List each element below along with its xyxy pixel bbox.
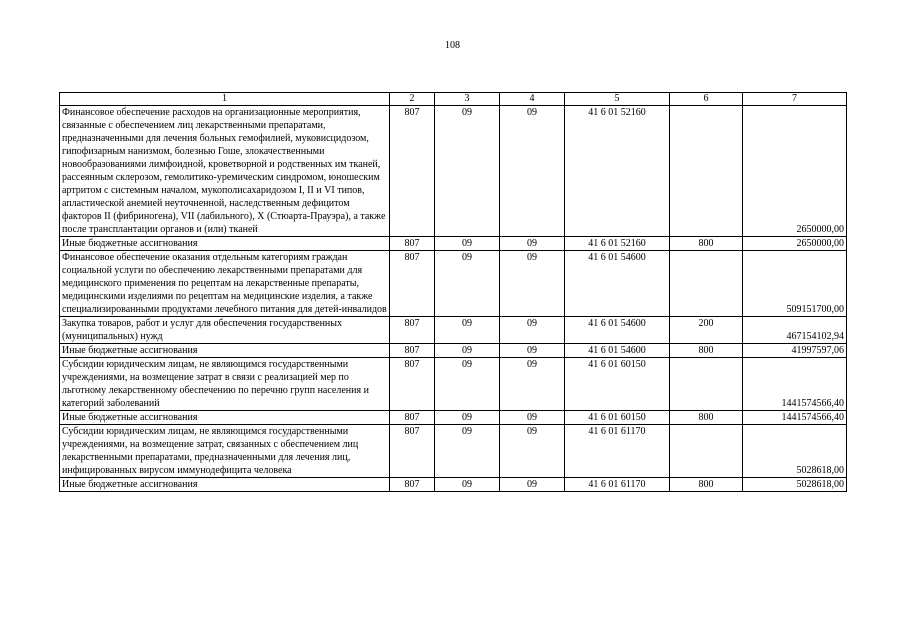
amount-cell: 41997597,06 — [743, 344, 847, 358]
expense-name-cell: Иные бюджетные ассигнования — [60, 344, 390, 358]
target-article-cell: 41 6 01 60150 — [565, 358, 670, 411]
target-article-cell: 41 6 01 52160 — [565, 106, 670, 237]
column-header: 6 — [670, 93, 743, 106]
subsection-code-cell: 09 — [500, 344, 565, 358]
column-header: 2 — [390, 93, 435, 106]
section-code-cell: 09 — [435, 344, 500, 358]
column-header-row — [60, 93, 847, 106]
section-code-cell: 09 — [435, 237, 500, 251]
expense-name-cell: Субсидии юридическим лицам, не являющимся государственными учреждениями, на возмещение затрат, связанных с обеспечением лиц лекарственными препаратами, предназначенными для лечения лиц, инфицированных вирусом иммунодефицита человека — [60, 425, 390, 478]
target-article-cell: 41 6 01 61170 — [565, 478, 670, 492]
expense-name-cell: Субсидии юридическим лицам, не являющимся государственными учреждениями, на возмещение затрат в связи с реализацией мер по льготному лекарственному обеспечению по перечню групп населения и категорий заболеваний — [60, 358, 390, 411]
section-code-cell: 09 — [435, 411, 500, 425]
table-row — [60, 344, 847, 358]
target-article-cell: 41 6 01 60150 — [565, 411, 670, 425]
subsection-code-cell: 09 — [500, 317, 565, 344]
grbs-code-cell: 807 — [390, 425, 435, 478]
expense-name-cell: Финансовое обеспечение расходов на организационные мероприятия, связанные с обеспечением лиц лекарственными препаратами, предназначенными для лечения больных гемофилией, муковисцидозом, гипофизарным нанизмом, болезнью Гоше, злокачественными новообразованиями лимфоидной, кроветворной и родственных им тканей, рассеянным склерозом, гемолитико-уремическим синдромом, юношеским артритом с системным началом, мукополисахаридозом I, II и VI типов, апластической анемией неуточненной, наследственным дефицитом факторов II (фибриногена), VII (лабильного), X (Стюарта-Прауэра), а также после трансплантации органов и (или) тканей — [60, 106, 390, 237]
section-code-cell: 09 — [435, 317, 500, 344]
page-number: 108 — [445, 40, 460, 51]
target-article-cell: 41 6 01 61170 — [565, 425, 670, 478]
target-article-cell: 41 6 01 54600 — [565, 317, 670, 344]
budget-table — [59, 92, 847, 492]
amount-cell: 467154102,94 — [743, 317, 847, 344]
expense-type-cell — [670, 425, 743, 478]
table-row — [60, 411, 847, 425]
grbs-code-cell: 807 — [390, 237, 435, 251]
expense-name-cell: Финансовое обеспечение оказания отдельным категориям граждан социальной услуги по обеспечению лекарственными препаратами для медицинского применения по рецептам на лекарственные препараты, медицинскими изделиями по рецептам на медицинские изделия, а также специализированными продуктами лечебного питания для детей-инвалидов — [60, 251, 390, 317]
subsection-code-cell: 09 — [500, 251, 565, 317]
grbs-code-cell: 807 — [390, 358, 435, 411]
table-row — [60, 237, 847, 251]
expense-type-cell: 200 — [670, 317, 743, 344]
target-article-cell: 41 6 01 54600 — [565, 344, 670, 358]
table-row — [60, 317, 847, 344]
column-header: 3 — [435, 93, 500, 106]
subsection-code-cell: 09 — [500, 358, 565, 411]
expense-type-cell: 800 — [670, 411, 743, 425]
amount-cell: 1441574566,40 — [743, 358, 847, 411]
subsection-code-cell: 09 — [500, 106, 565, 237]
expense-type-cell — [670, 251, 743, 317]
table-row — [60, 106, 847, 237]
section-code-cell: 09 — [435, 478, 500, 492]
expense-type-cell — [670, 358, 743, 411]
table-row — [60, 251, 847, 317]
table-row — [60, 358, 847, 411]
column-header: 1 — [60, 93, 390, 106]
grbs-code-cell: 807 — [390, 106, 435, 237]
grbs-code-cell: 807 — [390, 344, 435, 358]
target-article-cell: 41 6 01 52160 — [565, 237, 670, 251]
table-row — [60, 425, 847, 478]
section-code-cell: 09 — [435, 425, 500, 478]
amount-cell: 5028618,00 — [743, 425, 847, 478]
subsection-code-cell: 09 — [500, 478, 565, 492]
expense-type-cell: 800 — [670, 237, 743, 251]
expense-type-cell — [670, 106, 743, 237]
grbs-code-cell: 807 — [390, 411, 435, 425]
amount-cell: 1441574566,40 — [743, 411, 847, 425]
amount-cell: 2650000,00 — [743, 237, 847, 251]
expense-name-cell: Иные бюджетные ассигнования — [60, 237, 390, 251]
target-article-cell: 41 6 01 54600 — [565, 251, 670, 317]
expense-type-cell: 800 — [670, 478, 743, 492]
expense-name-cell: Закупка товаров, работ и услуг для обеспечения государственных (муниципальных) нужд — [60, 317, 390, 344]
amount-cell: 5028618,00 — [743, 478, 847, 492]
section-code-cell: 09 — [435, 106, 500, 237]
column-header: 4 — [500, 93, 565, 106]
expense-type-cell: 800 — [670, 344, 743, 358]
column-header: 7 — [743, 93, 847, 106]
subsection-code-cell: 09 — [500, 237, 565, 251]
grbs-code-cell: 807 — [390, 478, 435, 492]
subsection-code-cell: 09 — [500, 425, 565, 478]
expense-name-cell: Иные бюджетные ассигнования — [60, 411, 390, 425]
section-code-cell: 09 — [435, 251, 500, 317]
expense-name-cell: Иные бюджетные ассигнования — [60, 478, 390, 492]
column-header: 5 — [565, 93, 670, 106]
subsection-code-cell: 09 — [500, 411, 565, 425]
amount-cell: 509151700,00 — [743, 251, 847, 317]
grbs-code-cell: 807 — [390, 317, 435, 344]
amount-cell: 2650000,00 — [743, 106, 847, 237]
section-code-cell: 09 — [435, 358, 500, 411]
grbs-code-cell: 807 — [390, 251, 435, 317]
table-row — [60, 478, 847, 492]
